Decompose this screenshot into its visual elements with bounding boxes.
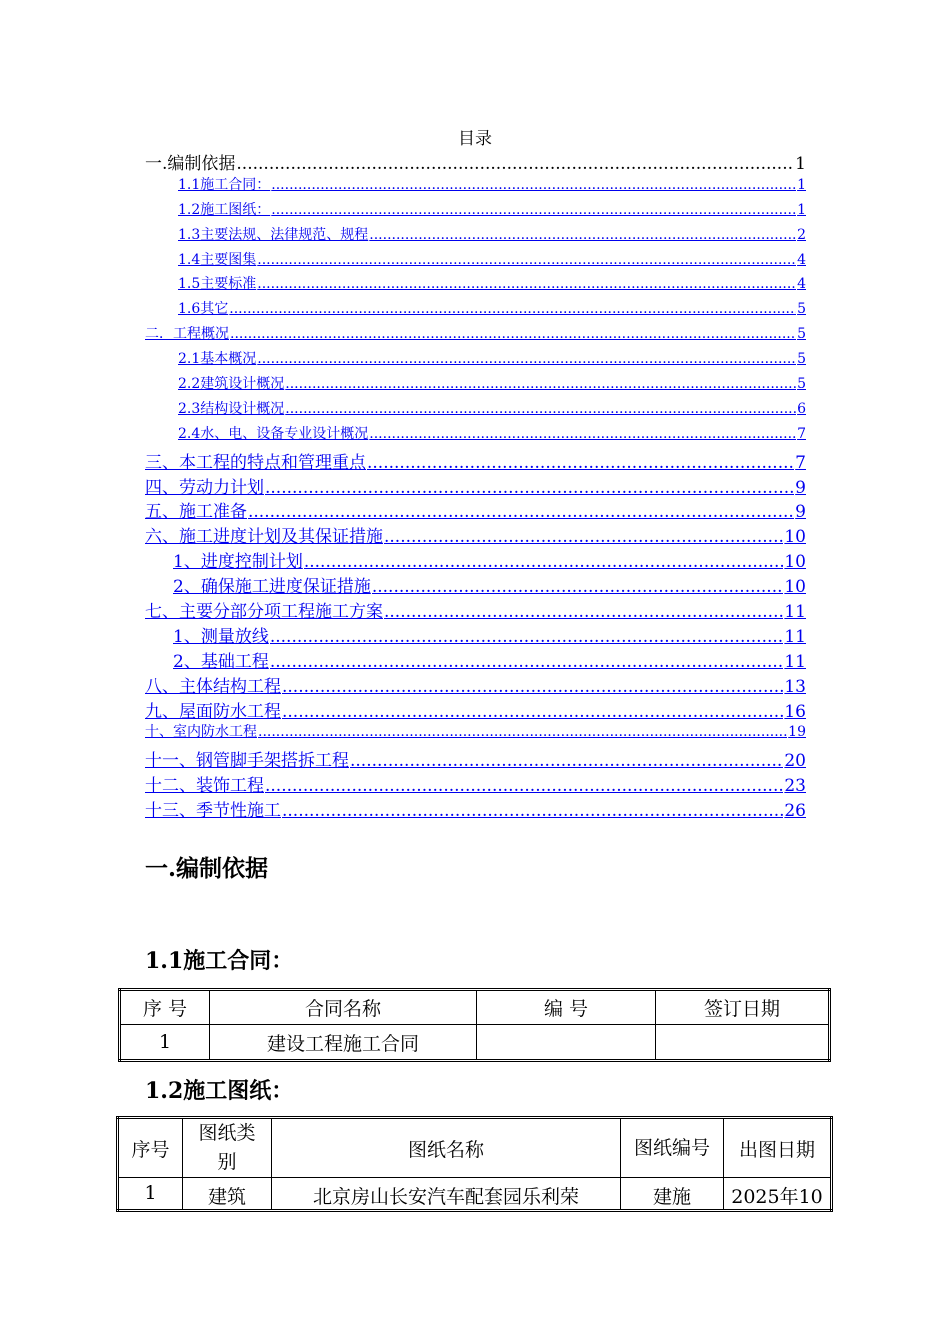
toc-entry-title: 2.3结构设计概况 — [178, 400, 285, 417]
drawings-table — [116, 1116, 833, 1212]
toc-leader-dots — [285, 401, 796, 417]
toc-entry-page: 9 — [795, 477, 806, 498]
toc-entry-page: 4 — [797, 276, 806, 293]
toc-entry[interactable] — [145, 721, 806, 746]
toc-leader-dots — [230, 326, 796, 342]
toc-entry-title: 1.2施工图纸： — [178, 201, 271, 218]
toc-entry-page: 11 — [784, 602, 806, 623]
toc-leader-dots — [258, 724, 787, 740]
toc-entry-page: 2 — [797, 226, 806, 243]
toc-entry-title: 1.6其它 — [178, 301, 229, 318]
toc-title: 目录 — [458, 129, 492, 149]
toc-entry-title: 四、劳动力计划 — [145, 477, 264, 498]
toc-entry-page: 11 — [784, 651, 806, 672]
toc-leader-dots — [282, 677, 783, 697]
toc-entry-page: 16 — [784, 701, 806, 722]
drawings-header-cell: 出图日期 — [724, 1118, 832, 1178]
table-cell: 建施 — [621, 1178, 724, 1211]
toc-entry-title: 1、测量放线 — [173, 626, 269, 647]
toc-entry-page: 9 — [795, 502, 806, 523]
toc-entry[interactable] — [145, 473, 806, 498]
toc-entry-title: 1.5主要标准 — [178, 276, 257, 293]
toc-entry-title: 十、室内防水工程 — [145, 724, 257, 741]
toc-entry-page: 26 — [784, 801, 806, 822]
toc-entry-title: 1.1施工合同： — [178, 176, 271, 193]
toc-entry-title: 1、进度控制计划 — [173, 552, 303, 573]
toc-entry-page: 5 — [797, 376, 806, 393]
toc-entry[interactable] — [145, 697, 806, 722]
table-cell: 2025年10 — [724, 1178, 832, 1211]
toc-entry-title: 2.4水、电、设备专业设计概况 — [178, 425, 369, 442]
toc-entry-page: 10 — [784, 577, 806, 598]
toc-entry-page: 11 — [784, 626, 806, 647]
toc-leader-dots — [270, 652, 784, 672]
toc-entry-title: 九、屋面防水工程 — [145, 701, 281, 722]
toc-leader-dots — [367, 453, 794, 473]
toc-entry-page: 20 — [784, 751, 806, 772]
toc-entry-page: 1 — [797, 201, 806, 218]
toc-entry-page: 10 — [784, 527, 806, 548]
toc-entry-page: 1 — [797, 176, 806, 193]
toc-entry[interactable] — [145, 174, 806, 199]
toc-leader-dots — [304, 552, 784, 572]
toc-leader-dots — [384, 602, 783, 622]
toc-entry — [145, 149, 806, 174]
toc-entry[interactable] — [145, 497, 806, 522]
toc-leader-dots — [285, 376, 796, 392]
toc-leader-dots — [282, 702, 783, 722]
toc-leader-dots — [271, 177, 796, 193]
toc-entry[interactable] — [145, 298, 806, 323]
toc-leader-dots — [229, 301, 796, 317]
toc-entry[interactable] — [145, 547, 806, 572]
contract-heading: 1.1施工合同： — [145, 948, 294, 974]
drawings-header-cell: 图纸类别 — [183, 1118, 272, 1178]
toc-entry-page: 7 — [797, 425, 806, 442]
table-cell: 北京房山长安汽车配套园乐利荣 — [272, 1178, 621, 1211]
toc-entry-page: 10 — [784, 552, 806, 573]
section-heading: 一.编制依据 — [145, 855, 269, 882]
toc-entry-title: 1.4主要图集 — [178, 251, 257, 268]
toc-entry-title: 2.2建筑设计概况 — [178, 376, 285, 393]
toc-entry-page: 6 — [797, 400, 806, 417]
toc-entry[interactable] — [145, 348, 806, 373]
table-cell: 1 — [118, 1178, 183, 1211]
table-cell — [477, 1025, 656, 1061]
toc-entry-title: 2.1基本概况 — [178, 351, 257, 368]
toc-entry-title: 十三、季节性施工 — [145, 801, 281, 822]
contract-table — [118, 988, 831, 1062]
toc-leader-dots — [265, 776, 783, 796]
contract-header-row — [120, 990, 830, 1025]
toc-entry[interactable] — [145, 647, 806, 672]
toc-entry-page: 5 — [797, 326, 806, 343]
toc-entry-page: 19 — [788, 724, 806, 741]
toc-entry[interactable] — [145, 398, 806, 423]
toc-leader-dots — [270, 627, 784, 647]
toc-leader-dots — [282, 801, 783, 821]
toc-leader-dots — [265, 478, 794, 498]
toc-entry[interactable] — [145, 199, 806, 224]
drawings-header-cell: 序号 — [118, 1118, 183, 1178]
toc-entry-title: 五、施工准备 — [145, 502, 247, 523]
toc-entry[interactable] — [145, 597, 806, 622]
toc-entry[interactable] — [145, 796, 806, 821]
table-of-contents — [145, 149, 806, 821]
toc-entry[interactable] — [145, 373, 806, 398]
toc-entry[interactable] — [145, 249, 806, 274]
toc-entry-title: 八、主体结构工程 — [145, 676, 281, 697]
drawings-heading: 1.2施工图纸： — [145, 1078, 294, 1104]
toc-leader-dots — [257, 351, 796, 367]
table-cell: 建设工程施工合同 — [210, 1025, 477, 1061]
toc-entry-title: 一.编制依据 — [145, 154, 236, 174]
toc-entry-page: 4 — [797, 251, 806, 268]
toc-entry-page: 1 — [795, 154, 806, 174]
toc-leader-dots — [350, 751, 783, 771]
toc-entry-title: 十一、钢管脚手架搭拆工程 — [145, 751, 349, 772]
toc-entry[interactable] — [145, 771, 806, 796]
toc-entry[interactable] — [145, 448, 806, 473]
toc-entry-title: 2、基础工程 — [173, 651, 269, 672]
toc-entry-title: 三、本工程的特点和管理重点 — [145, 452, 366, 473]
toc-leader-dots — [271, 202, 796, 218]
toc-entry-title: 十二、装饰工程 — [145, 776, 264, 797]
contract-header-cell: 编 号 — [477, 990, 656, 1025]
toc-leader-dots — [369, 426, 796, 442]
toc-entry-page: 5 — [797, 301, 806, 318]
toc-leader-dots — [257, 276, 796, 292]
table-row — [118, 1178, 832, 1211]
toc-entry-title: 1.3主要法规、法律规范、规程 — [178, 226, 369, 243]
drawings-header-row — [118, 1118, 832, 1178]
toc-entry-title: 二．工程概况 — [145, 326, 229, 343]
toc-leader-dots — [236, 154, 794, 174]
toc-entry-title: 六、施工进度计划及其保证措施 — [145, 527, 383, 548]
toc-entry[interactable] — [145, 572, 806, 597]
toc-leader-dots — [384, 527, 783, 547]
toc-entry-page: 13 — [784, 676, 806, 697]
toc-entry-page: 23 — [784, 776, 806, 797]
table-row — [120, 1025, 830, 1061]
toc-entry[interactable] — [145, 323, 806, 348]
drawings-header-cell: 图纸编号 — [621, 1118, 724, 1178]
toc-leader-dots — [257, 252, 796, 268]
table-cell — [656, 1025, 830, 1061]
toc-leader-dots — [369, 227, 796, 243]
toc-entry[interactable] — [145, 522, 806, 547]
toc-entry[interactable] — [145, 273, 806, 298]
drawings-header-cell: 图纸名称 — [272, 1118, 621, 1178]
contract-header-cell: 合同名称 — [210, 990, 477, 1025]
toc-entry-title: 七、主要分部分项工程施工方案 — [145, 602, 383, 623]
toc-leader-dots — [372, 577, 784, 597]
toc-entry-page: 5 — [797, 351, 806, 368]
toc-entry[interactable] — [145, 672, 806, 697]
toc-entry[interactable] — [145, 622, 806, 647]
table-cell: 1 — [120, 1025, 210, 1061]
toc-leader-dots — [248, 502, 794, 522]
contract-header-cell: 序 号 — [120, 990, 210, 1025]
toc-entry[interactable] — [145, 423, 806, 448]
toc-entry[interactable] — [145, 746, 806, 771]
contract-header-cell: 签订日期 — [656, 990, 830, 1025]
toc-entry-page: 7 — [795, 452, 806, 473]
table-cell: 建筑 — [183, 1178, 272, 1211]
toc-entry[interactable] — [145, 224, 806, 249]
toc-entry-title: 2、确保施工进度保证措施 — [173, 577, 371, 598]
